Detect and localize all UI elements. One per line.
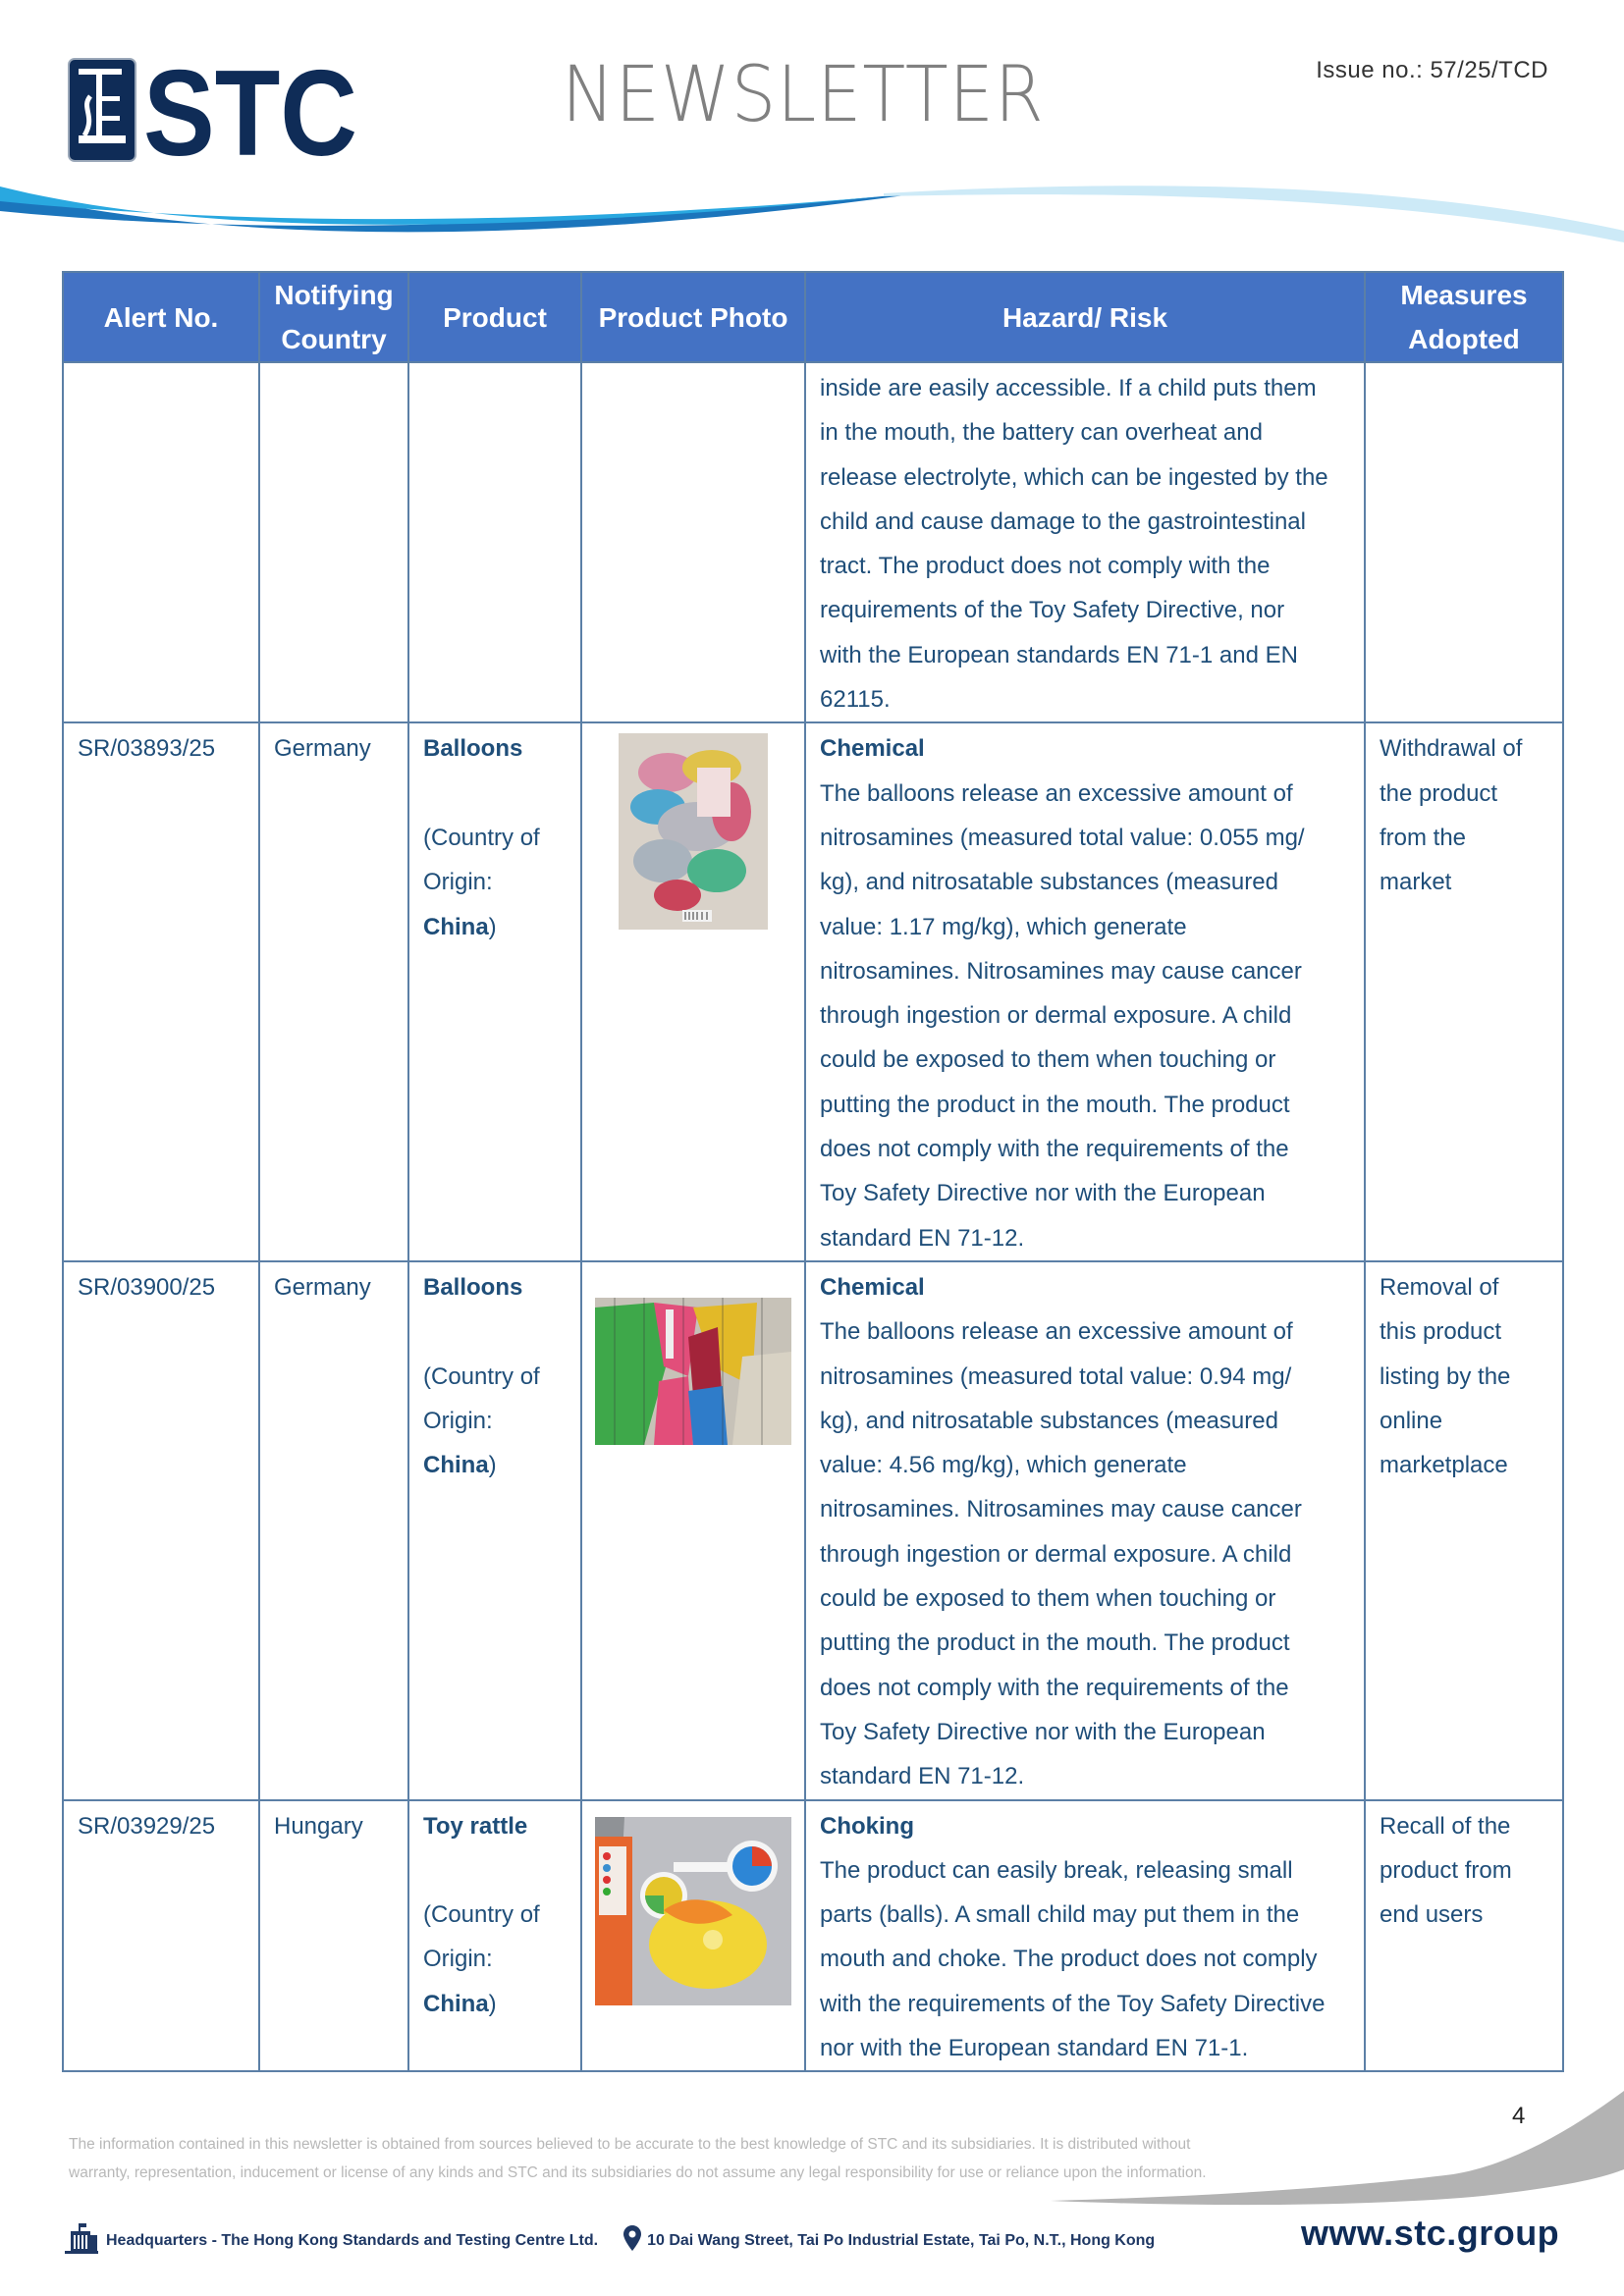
table-row	[63, 1261, 1563, 1800]
measures-cell: Withdrawal of the product from the market	[1365, 722, 1563, 1261]
photo-cell	[581, 722, 805, 1261]
hazard-cell: Chemical The balloons release an excessive amount of nitrosamines (measured total value: 0.94 mg/ kg), and nitrosatable substances (measured value: 4.56 mg/kg), which generate nitrosamines. Nitrosamines may cause cancer through ingestion or dermal exposure. A child could be exposed to them when touching or putting the product in the mouth. The product does not comply with the requirements of the Toy Safety Directive nor with the European standard EN 71-12.	[805, 1261, 1365, 1800]
alert-no-cell: SR/03929/25	[63, 1800, 259, 2072]
toy-rattle-photo	[595, 1817, 791, 2005]
footer-contact	[65, 2221, 1155, 2260]
product-name: Toy rattle	[423, 1812, 528, 1840]
table-header-row	[63, 272, 1563, 362]
hazard-type: Chemical	[820, 1273, 925, 1301]
table-row	[63, 722, 1563, 1261]
alerts-table	[62, 271, 1564, 2072]
col-measures-adopted: Measures Adopted	[1365, 272, 1563, 362]
col-notifying-country: Notifying Country	[259, 272, 408, 362]
balloons-bag-photo	[619, 733, 768, 930]
col-product-photo: Product Photo	[581, 272, 805, 362]
photo-cell	[581, 1800, 805, 2072]
stc-logo	[67, 57, 460, 165]
product-cell: Toy rattle (Country of Origin: China)	[408, 1800, 581, 2072]
balloons-pack-photo	[595, 1298, 791, 1445]
product-name: Balloons	[423, 1273, 523, 1301]
product-cell: Balloons (Country of Origin: China)	[408, 722, 581, 1261]
measures-cell: Removal of this product listing by the online marketplace	[1365, 1261, 1563, 1800]
alert-no-cell	[63, 362, 259, 722]
product-cell	[408, 362, 581, 722]
alert-no-cell: SR/03900/25	[63, 1261, 259, 1800]
hazard-type: Chemical	[820, 735, 925, 763]
photo-cell	[581, 1261, 805, 1800]
disclaimer: The information contained in this newsletter is obtained from sources believed to be accurate to the best knowledge of STC and its subsidiaries. It is distributed without warranty, representation, inducement or license of any kinds and STC and its subsidiaries do not assume any legal responsibility for use or reliance upon the information.	[69, 2136, 1207, 2181]
newsletter-title: NEWSLETTER	[562, 51, 1045, 139]
address-text: 10 Dai Wang Street, Tai Po Industrial Estate, Tai Po, N.T., Hong Kong	[647, 2231, 1156, 2249]
measures-cell	[1365, 362, 1563, 722]
alert-no-cell: SR/03893/25	[63, 722, 259, 1261]
country-cell	[259, 362, 408, 722]
col-product: Product	[408, 272, 581, 362]
hazard-type: Choking	[820, 1812, 914, 1840]
logo-text: STC	[143, 57, 357, 165]
measures-cell: Recall of the product from end users	[1365, 1800, 1563, 2072]
country-cell: Germany	[259, 722, 408, 1261]
country-cell: Germany	[259, 1261, 408, 1800]
page-number: 4	[1512, 2103, 1526, 2129]
header-swoosh-decoration	[0, 182, 1624, 260]
product-name: Balloons	[423, 735, 523, 763]
building-icon	[65, 2221, 98, 2260]
photo-cell	[581, 362, 805, 722]
website-link[interactable]: www.stc.group	[1301, 2213, 1560, 2253]
table-row-continued	[63, 362, 1563, 722]
hazard-cell: inside are easily accessible. If a child puts them in the mouth, the battery can overheat and release electrolyte, which can be ingested by the child and cause damage to the gastrointestinal tract. The product does not comply with the requirements of the Toy Safety Directive, nor with the European standards EN 71-1 and EN 62115.	[805, 362, 1365, 722]
col-hazard-risk: Hazard/ Risk	[805, 272, 1365, 362]
location-pin-icon	[623, 2225, 641, 2256]
hazard-cell: Choking The product can easily break, releasing small parts (balls). A small child may put them in the mouth and choke. The product does not comply with the requirements of the Toy Safety Directive nor with the European standard EN 71-1.	[805, 1800, 1365, 2072]
col-alert-no: Alert No.	[63, 272, 259, 362]
issue-number: Issue no.: 57/25/TCD	[1316, 57, 1548, 83]
headquarters-text: Headquarters - The Hong Kong Standards and Testing Centre Ltd.	[106, 2231, 599, 2249]
product-cell: Balloons (Country of Origin: China)	[408, 1261, 581, 1800]
table-row	[63, 1800, 1563, 2072]
country-cell: Hungary	[259, 1800, 408, 2072]
hazard-cell: Chemical The balloons release an excessive amount of nitrosamines (measured total value: 0.055 mg/ kg), and nitrosatable substances (measured value: 1.17 mg/kg), which generate nitrosamines. Nitrosamines may cause cancer through ingestion or dermal exposure. A child could be exposed to them when touching or putting the product in the mouth. The product does not comply with the requirements of the Toy Safety Directive nor with the European standard EN 71-12.	[805, 722, 1365, 1261]
